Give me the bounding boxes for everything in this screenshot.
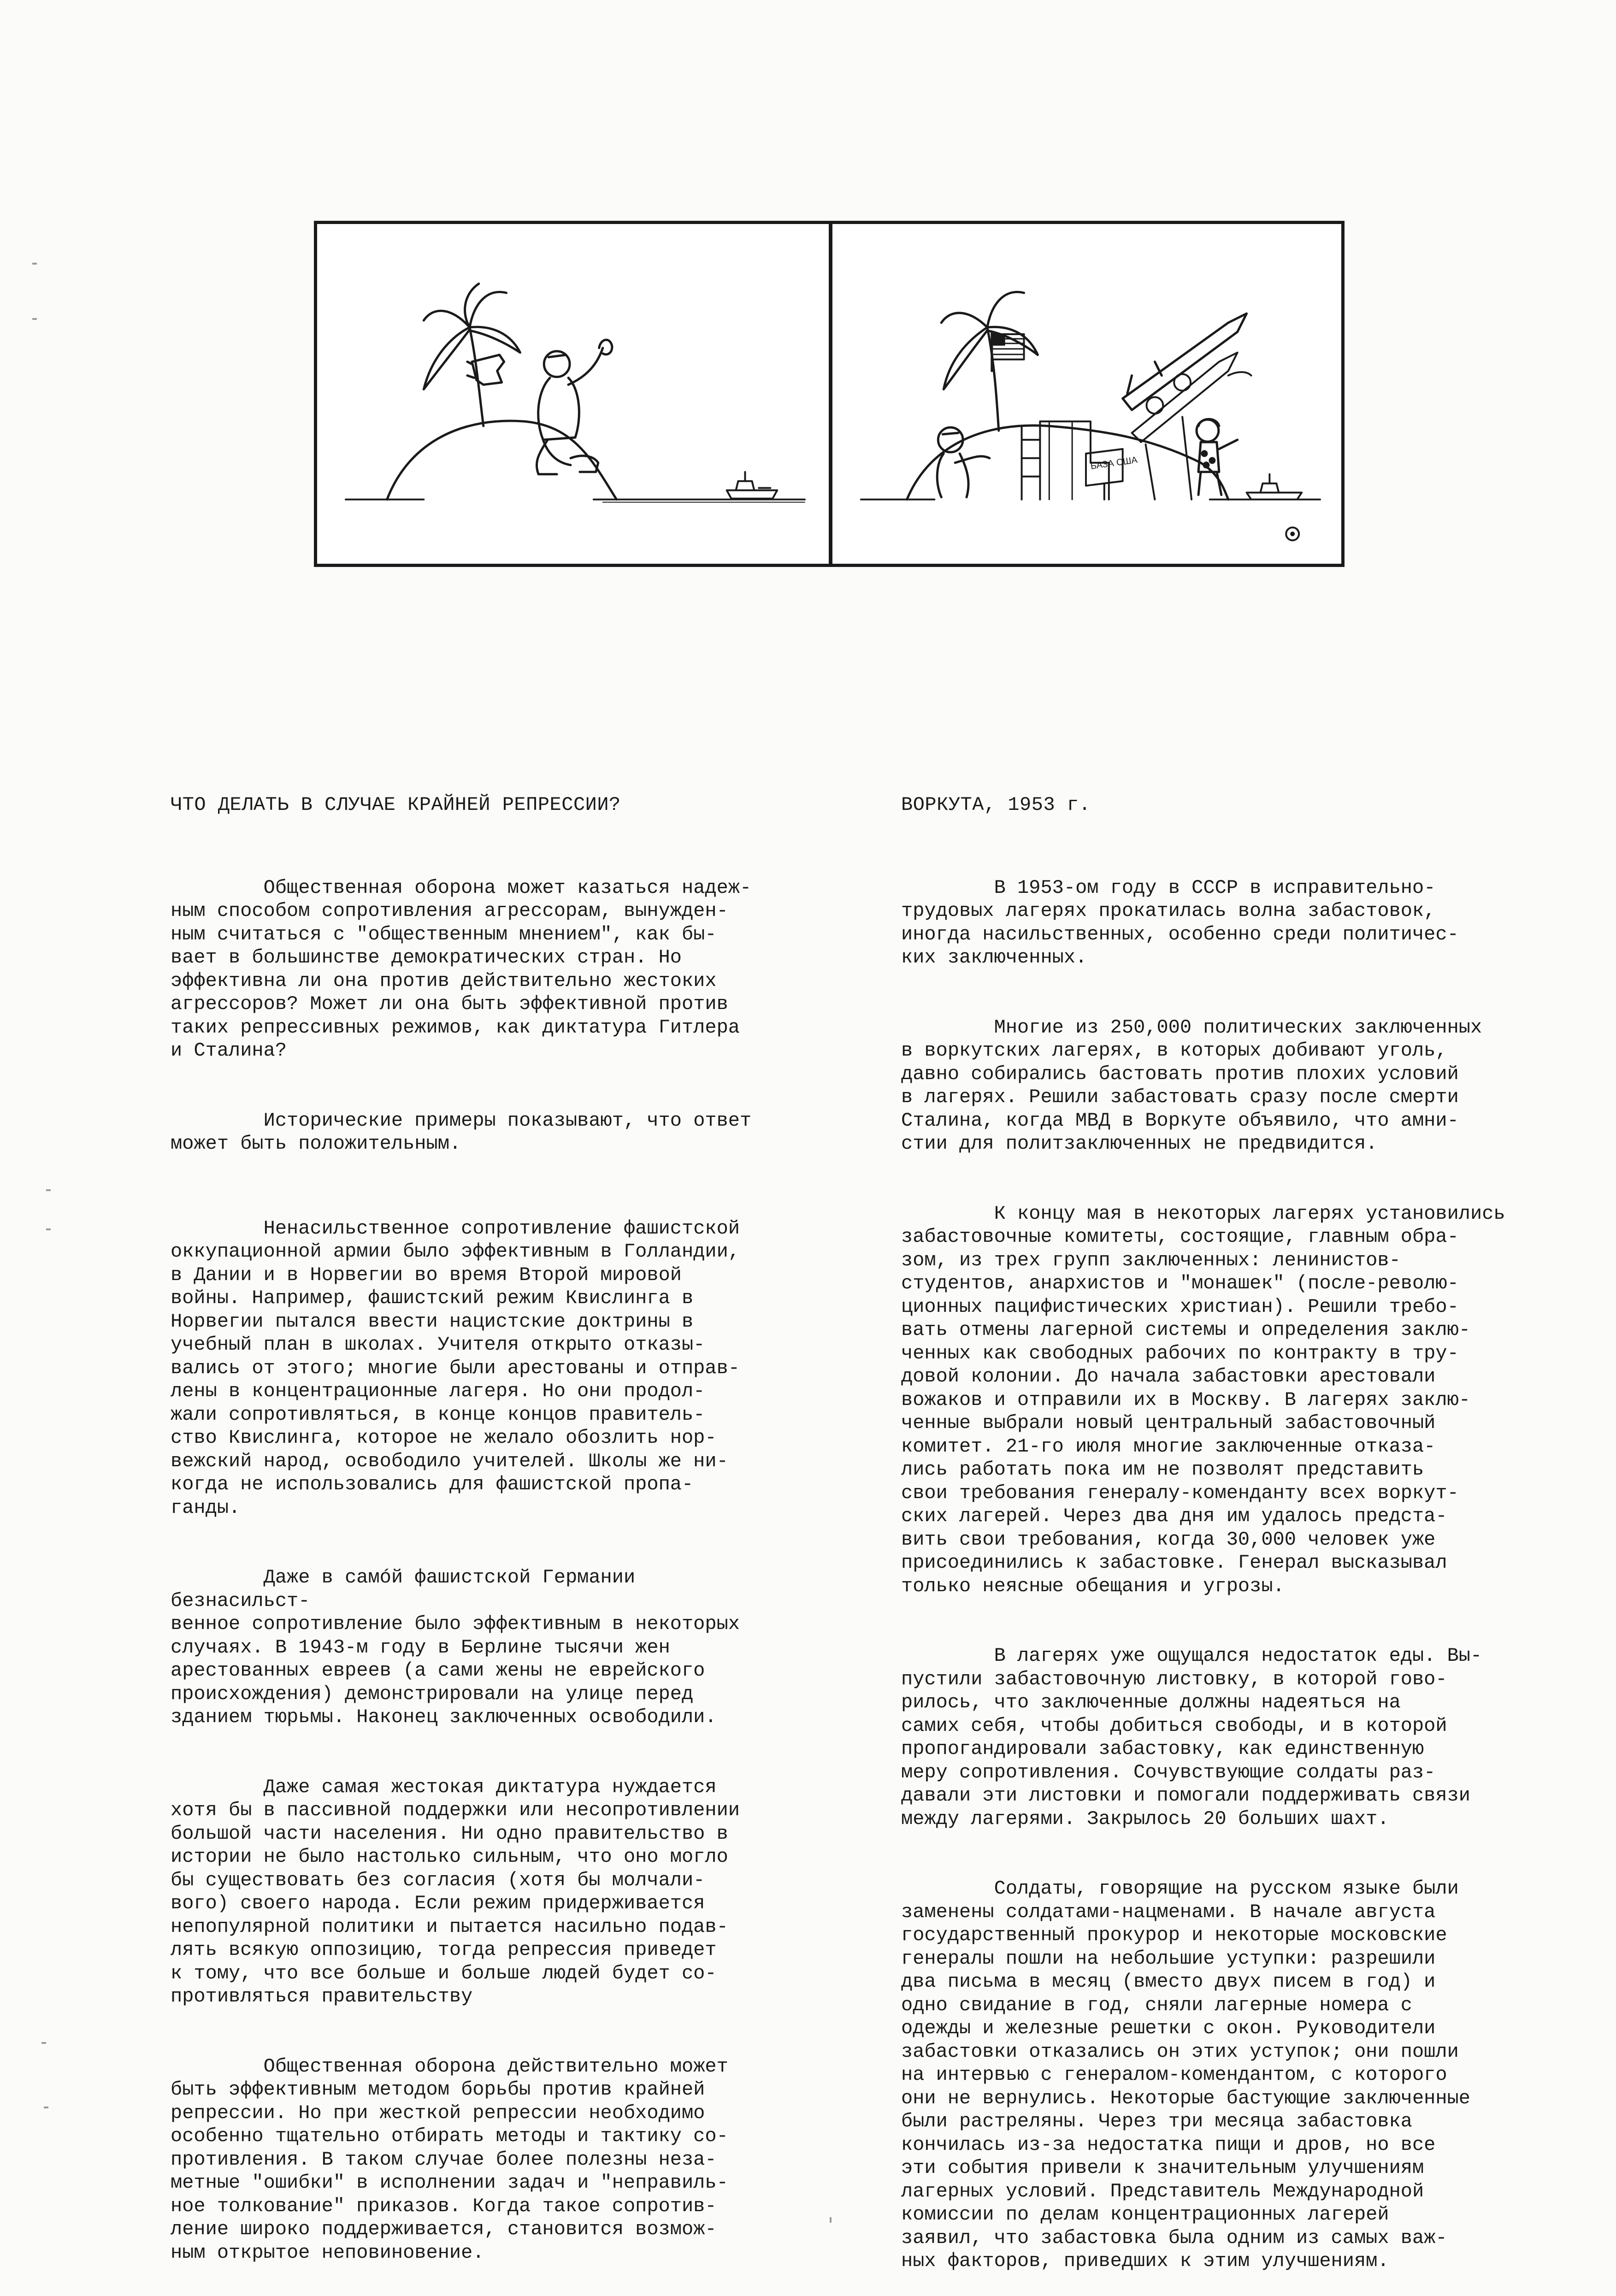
- scan-speck: [44, 2107, 48, 2108]
- cartoon-divider: [829, 224, 832, 564]
- right-paragraph-1: В 1953-ом году в СССР в исправительно- трудовых лагерях прокатилась волна забастовок, иногда насильственных, особенно среди политичес- ких заключенных.: [901, 876, 1459, 968]
- soldier-icon: [1197, 419, 1238, 495]
- scan-speck: [32, 263, 37, 265]
- left-paragraph-5: Даже самая жестокая диктатура нуждается хотя бы в пассивной поддержки или несопротивлении большой части населения. Ни одно правительство в истории не было настолько сильным, что оно могло бы существовать без согласия (хотя бы молчали- вого) своего народа. Если режим придерживается непопулярной политики и пытается насильно подав- лять всякую оппозицию, тогда репрессия приведет к тому, что все больше и больше людей будет со- противляться правительству: [171, 1776, 740, 2007]
- cartoon-before-drawing: [317, 224, 829, 564]
- left-paragraph-6: Общественная оборона действительно может быть эффективным методом борьбы против крайней репрессии. Но при жесткой репрессии необходимо особенно тщательно отбирать методы и тактику со- противления. В таком случае более полезны неза- метные "ошибки" в исполнении задач и "неправиль- ное толкование" приказов. Когда такое сопротив- ление широко поддерживается, становится возмож- ным открытое неповиновение.: [171, 2055, 728, 2264]
- castaway-man-icon: [537, 340, 612, 474]
- base-sign-text: БАЗА США: [1090, 454, 1138, 472]
- rocket-icon: [1123, 313, 1251, 499]
- left-article: [171, 747, 770, 2288]
- ship-icon: [1247, 474, 1302, 500]
- scan-speck: [41, 2042, 46, 2044]
- left-paragraph-3: Ненасильственное сопротивление фашистской оккупационной армии было эффективным в Голландии, в Дании и в Норвегии во время Второй мировой войны. Например, фашистский режим Квислинга в Норвегии пытался ввести нацистские доктрины в учебный план в школах. Учителя открыто отказы- вались от этого; многие были арестованы и отправ- лены в концентрационные лагеря. Но они продол- жали сопротивляться, в конце концов правитель- ство Квислинга, которое не желало обозлить нор- вежский народ, освободило учителей. Школы же ни- когда не использовались для фашистской пропа- ганды.: [171, 1217, 740, 1519]
- left-article-heading: ЧТО ДЕЛАТЬ В СЛУЧАЕ КРАЙНЕЙ РЕПРЕССИИ?: [171, 794, 621, 816]
- cartoon-after-drawing: [832, 224, 1341, 564]
- scan-speck: [830, 2217, 832, 2223]
- right-paragraph-3: К концу мая в некоторых лагерях установились забастовочные комитеты, состоящие, главным обра- зом, из трех групп заключенных: ленинистов- студентов, анархистов и "монашек" (после-револю- ционных пацифистических христиан). Решили требо- вать отмены лагерной системы и определения заклю- ченных как свободных рабочих по контракту в тру- довой колонии. До начала забастовки арестовали вожаков и отправили их в Москву. В лагерях заклю- ченные выбрали новый центральный забастовочный комитет. 21-го июля многие заключенные отказа- лись работать пока им не позволят представить свои требования генералу-коменданту всех воркут- ских лагерей. Через два дня им удалось предста- вить свои требования, когда 30,000 человек уже присоединились к забастовке. Генерал высказывал только неясные обещания и угрозы.: [901, 1202, 1505, 1597]
- cartoon-frame: [314, 221, 1345, 567]
- cartoon-panel-before: [317, 224, 829, 564]
- right-paragraph-4: В лагерях уже ощущался недостаток еды. Вы- пустили забастовочную листовку, в которой гово- рилось, что заключенные должны надеяться на самих себя, чтобы добиться свободы, и в которой пропогандировали забастовку, как единственную меру сопротивления. Сочувствующие солдаты раз- давали эти листовки и помогали поддерживать связи между лагерями. Закрылось 20 больших шахт.: [901, 1645, 1482, 1830]
- scan-speck: [46, 1228, 51, 1230]
- scan-speck: [32, 318, 37, 320]
- right-article: [901, 747, 1519, 2296]
- ship-icon: [727, 472, 778, 499]
- right-paragraph-2: Многие из 250,000 политических заключенных в воркутских лагерях, в которых добивают уголь, давно собирались бастовать против плохих условий в лагерях. Решили забастовать сразу после смерти Сталина, когда МВД в Воркуте объявило, что амни- стии для политзаключенных не предвидится.: [901, 1016, 1482, 1155]
- cartoon-panel-after: [832, 224, 1341, 564]
- left-paragraph-2: Исторические примеры показывают, что ответ может быть положительным.: [171, 1109, 752, 1155]
- left-paragraph-1: Общественная оборона может казаться надеж- ным способом сопротивления агрессорам, вынужден- ным считаться с "общественным мнением", как бы- вает в большинстве демократических стран. Но эффективна ли она против действительно жестоких агрессоров? Может ли она быть эффективной против таких репрессивных режимов, как диктатура Гитлера и Сталина?: [171, 876, 752, 1062]
- right-paragraph-5: Солдаты, говорящие на русском языке были заменены солдатами-нацменами. В начале августа государственный прокурор и некоторые московские генералы пошли на небольшие уступки: разрешили два письма в месяц (вместо двух писем в год) и одно свидание в год, сняли лагерные номера с одежды и железные решетки с окон. Руководители забастовки отказались он этих уступок; они пошли на интервью с генералом-комендантом, с которого они не вернулись. Некоторые бастующие заключенные были растреляны. Через три месяца забастовка кончилась из-за недостатка пищи и дров, но все эти события привели к значительным улучшениям лагерных условий. Представитель Международной комиссии по делам концентрационных лагерей заявил, что забастовка была одним из самых важ- ных факторов, приведших к этим улучшениям.: [901, 1877, 1471, 2272]
- scan-speck: [46, 1189, 51, 1191]
- right-article-heading: ВОРКУТА, 1953 г.: [901, 794, 1091, 816]
- island-icon: [387, 421, 617, 500]
- left-paragraph-4: Даже в самóй фашистской Германии безнасильст- венное сопротивление было эффективным в некоторых случаях. В 1943-м году в Берлине тысячи жен арестованных евреев (а сами жены не еврейского происхождения) демонстрировали на улице перед зданием тюрьмы. Наконец заключенных освободили.: [171, 1566, 740, 1728]
